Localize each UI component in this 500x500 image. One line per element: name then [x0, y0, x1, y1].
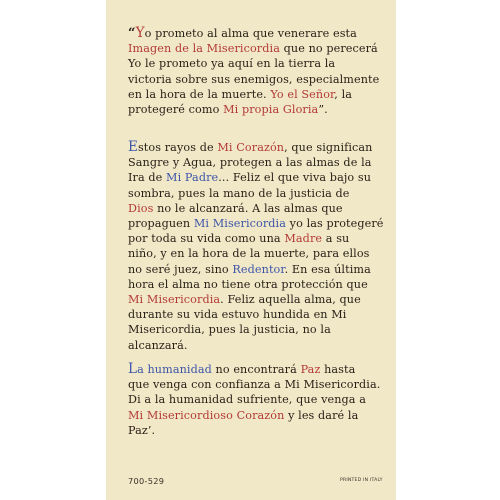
text-line: Misericordia, pues la justicia, no la [128, 323, 331, 337]
highlighted-phrase: Madre [284, 232, 323, 246]
text-line: niño, y en la hora de la muerte, para ellos [128, 247, 370, 261]
text-line [128, 140, 392, 155]
highlighted-phrase: Mi propia Gloria [223, 103, 319, 117]
highlighted-phrase: Mi Misericordioso Corazón [128, 408, 285, 422]
highlighted-phrase: Paz [300, 363, 321, 376]
text-line: que venga con confianza a Mi Misericordia. [128, 378, 381, 392]
text-span: yo las protegeré [286, 217, 384, 231]
printed-in-label: PRINTED IN ITALY [340, 478, 383, 483]
text-span: ”. [318, 103, 328, 117]
text-span: . Feliz aquella alma, que [220, 293, 361, 307]
text-line [128, 262, 392, 277]
text-line [128, 362, 392, 377]
drop-initial: L [128, 361, 138, 377]
text-line [128, 87, 392, 102]
prayer-card [106, 0, 396, 500]
text-line [128, 216, 392, 231]
text-line: Yo le prometo ya aquí en la tierra la [128, 57, 336, 71]
text-line: alcanzará. [128, 338, 188, 352]
text-span: , que significan [284, 141, 373, 154]
text-line [128, 170, 392, 185]
text-span: y les daré la [284, 408, 359, 422]
highlighted-phrase: Redentor [232, 262, 285, 276]
text-line [128, 292, 392, 307]
drop-initial: Y [135, 25, 145, 41]
text-line: Sangre y Agua, protegen a las almas de la [128, 156, 372, 170]
text-span: que no perecerá [279, 42, 378, 56]
text-line: durante su vida estuvo hundida en Mi [128, 308, 347, 322]
product-code: 700-529 [128, 476, 165, 486]
highlighted-phrase: Yo el Señor [270, 87, 335, 101]
text-span: propaguen [128, 217, 194, 231]
text-span: Ira de [128, 171, 163, 185]
text-line: Paz’. [128, 423, 156, 437]
highlighted-phrase: Mi Padre [166, 171, 219, 185]
text-line: hora el alma no tiene otra protección que [128, 277, 368, 291]
highlighted-phrase: Dios [128, 201, 154, 215]
drop-initial: E [128, 139, 138, 155]
text-span: stos rayos de [137, 141, 218, 154]
text-line: Di a la humanidad sufriente, que venga a [128, 393, 366, 407]
text-span: hasta [320, 363, 356, 376]
text-span: no encontrará [211, 363, 301, 376]
text-span: a su [322, 232, 350, 246]
text-line [128, 201, 392, 216]
rays-paragraph [128, 140, 392, 353]
highlighted-phrase: Mi Misericordia [128, 293, 221, 307]
text-line [128, 102, 392, 117]
text-span: o prometo al alma que venerare esta [144, 27, 357, 40]
text-span: en la hora de la muerte. [128, 87, 271, 101]
highlighted-phrase: a humanidad [137, 363, 212, 376]
text-span: , la [334, 87, 353, 101]
highlighted-phrase: Imagen de la Misericordia [128, 42, 280, 56]
text-line: victoria sobre sus enemigos, especialmente [128, 72, 380, 86]
text-span: ... Feliz el que viva bajo su [218, 171, 372, 185]
text-span: no le alcanzará. A las almas que [153, 201, 343, 215]
text-line [128, 41, 392, 56]
highlighted-phrase: Mi Corazón [217, 141, 285, 154]
text-span: no seré juez, sino [128, 262, 233, 276]
humanity-paragraph [128, 362, 392, 438]
text-span: protegeré como [128, 103, 224, 117]
text-line: sombra, pues la mano de la justicia de [128, 186, 350, 200]
text-line [128, 26, 392, 41]
text-line [128, 408, 392, 423]
opening-quote: “ [128, 26, 136, 41]
text-line [128, 231, 392, 246]
text-span: . En esa última [284, 262, 371, 276]
text-span: por toda su vida como una [128, 232, 285, 246]
promise-paragraph [128, 26, 392, 117]
highlighted-phrase: Mi Misericordia [193, 217, 286, 231]
